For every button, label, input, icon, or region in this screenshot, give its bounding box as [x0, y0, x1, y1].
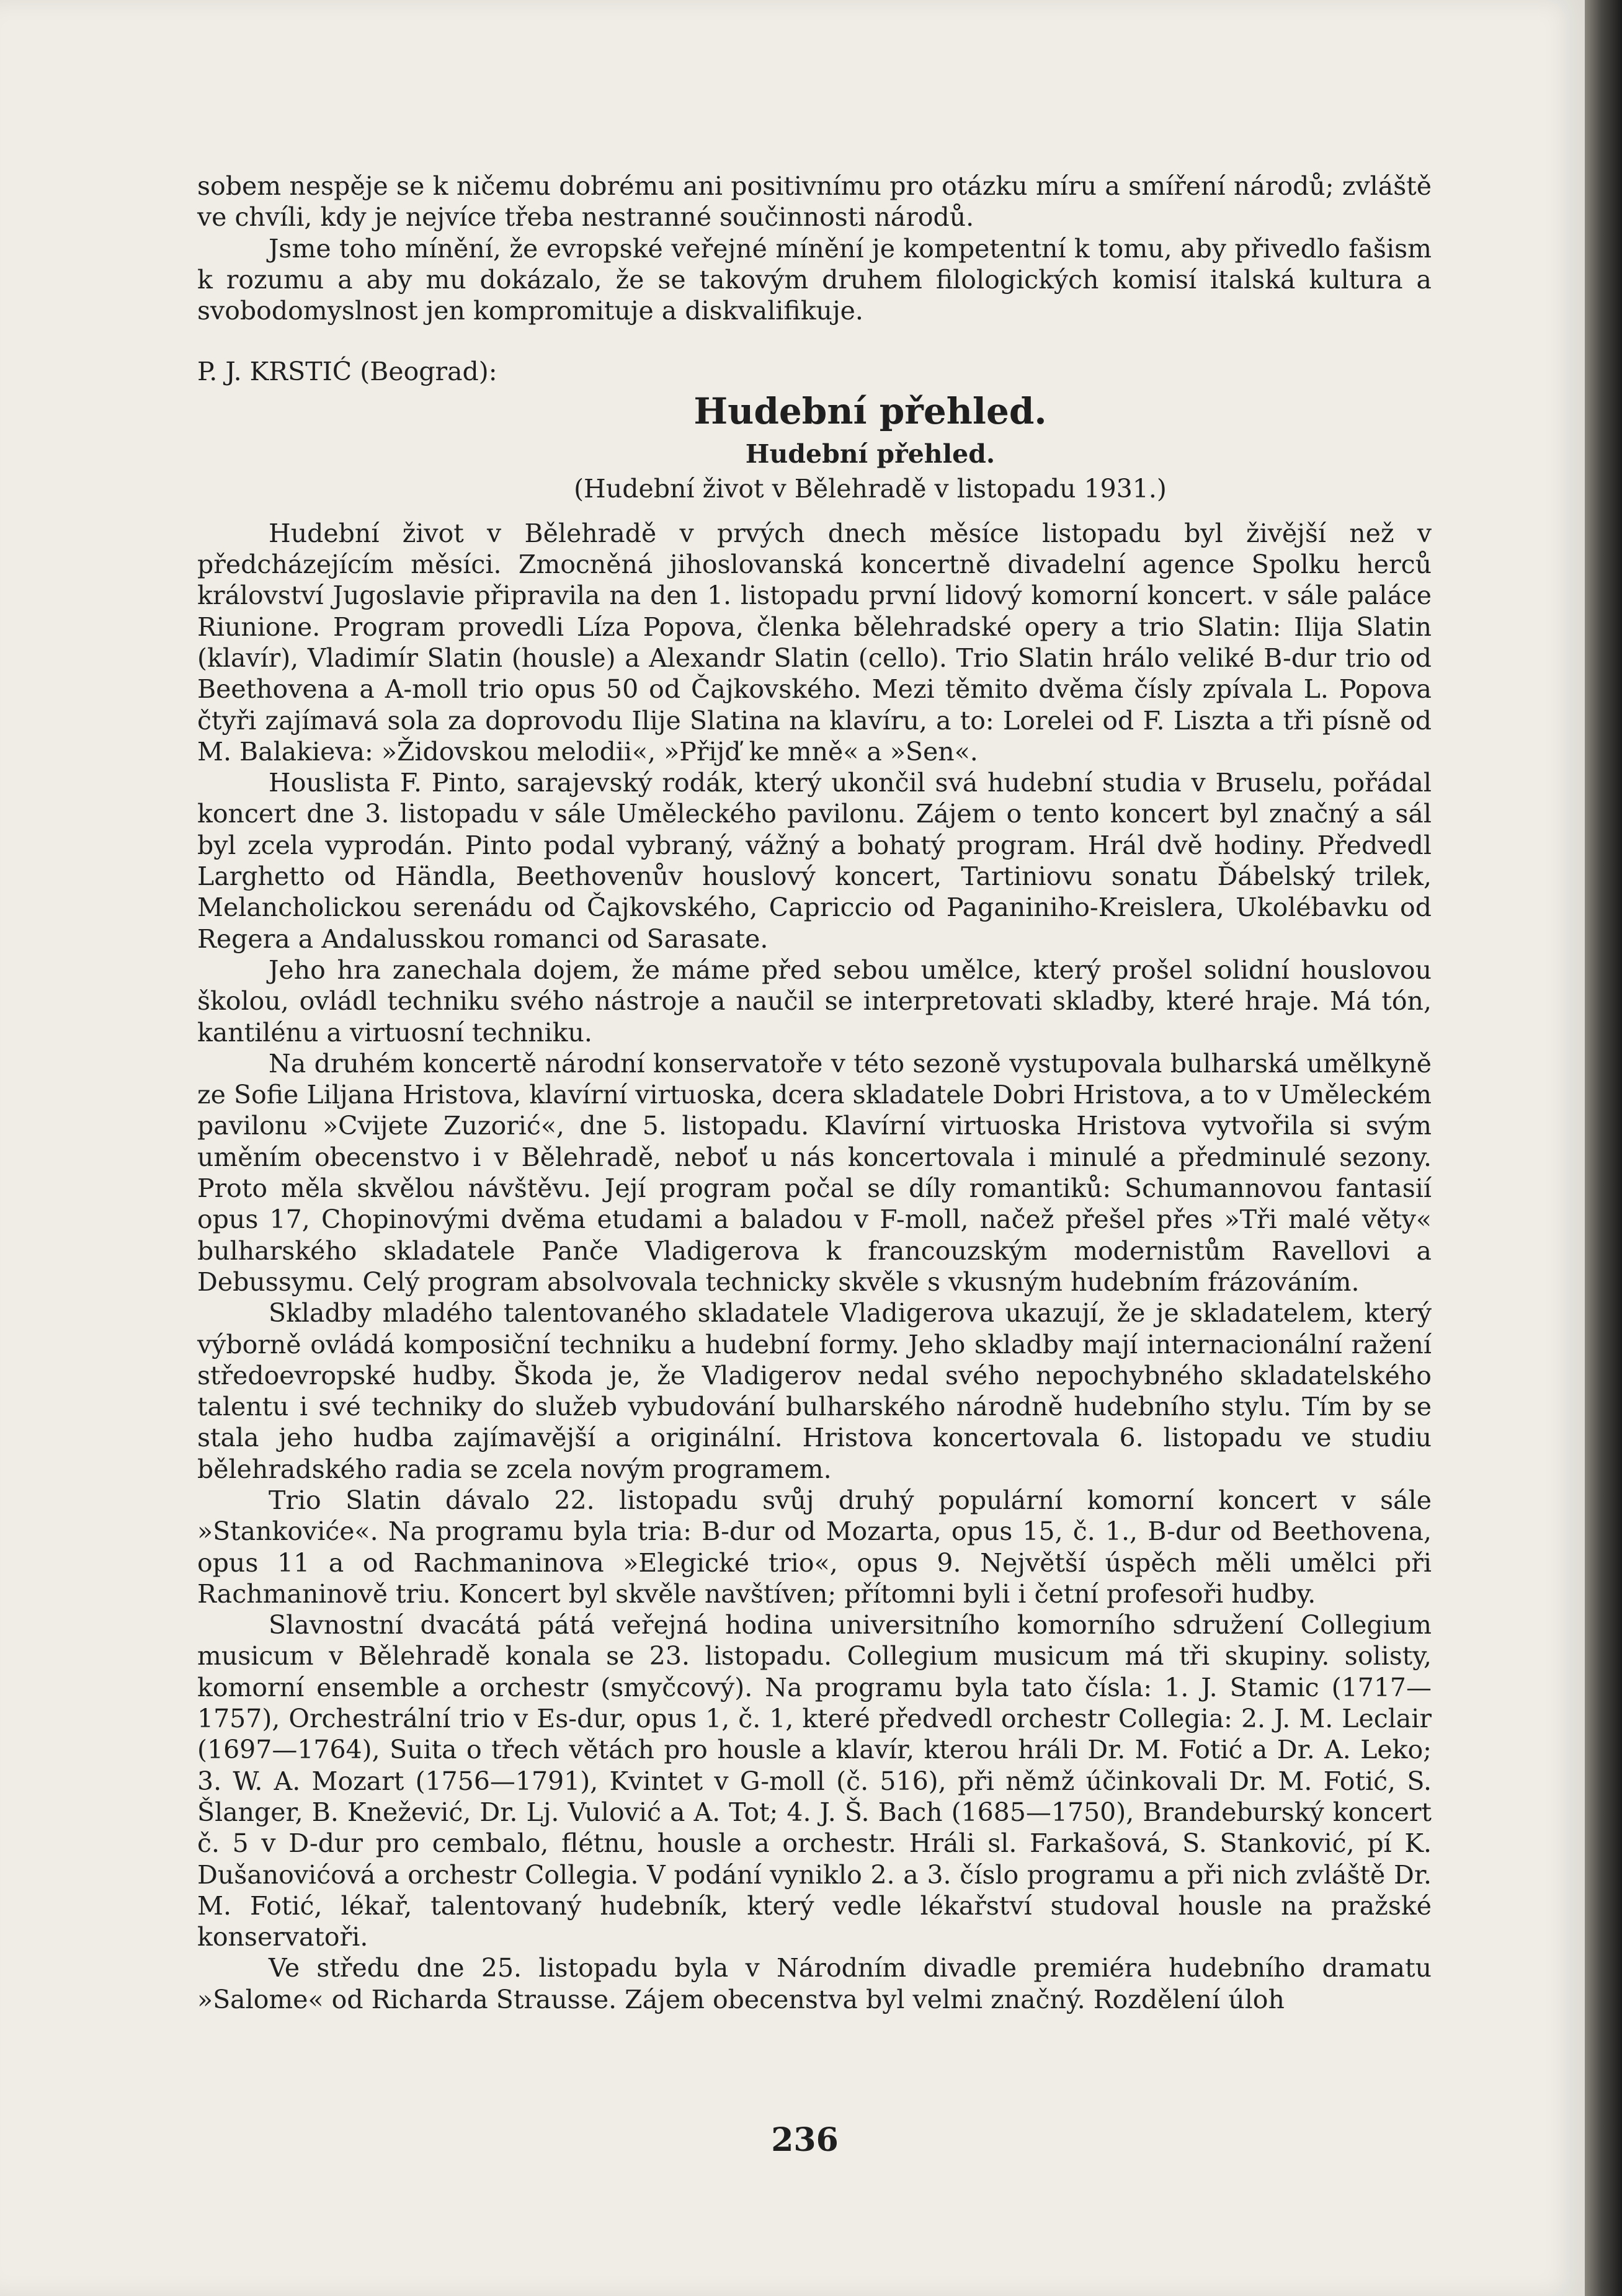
body-paragraph-2: Houslista F. Pinto, sarajevský rodák, který ukončil svá hudební studia v Bruselu, pořádal koncert dne 3. listopadu v sále Uměleckého pavilonu. Zájem o tento koncert byl značný a sál byl zcela vyprodán. Pinto podal vybraný, vážný a bohatý program. Hrál dvě hodiny. Předvedl Larghetto od Händla, Beethovenův houslový koncert, Tartiniovu sonatu Ďábelský trilek, Melancholickou serenádu od Čajkovského, Capriccio od Paganiniho-Kreislera, Ukolébavku od Regera a Andalusskou romanci od Sarasate.	[197, 768, 1432, 954]
body-paragraph-8: Ve středu dne 25. listopadu byla v Národním divadle premiéra hudebního dramatu »Salome« od Richarda Strausse. Zájem obecenstva byl velmi značný. Rozdělení úloh	[197, 1953, 1432, 2014]
author-line: P. J. KRSTIĆ (Beograd):	[197, 357, 497, 387]
intro-paragraph-2: Jsme toho mínění, že evropské veřejné mínění je kompetentní k tomu, aby přivedlo fašism k rozumu a aby mu dokázalo, že se takovým druhem filologických komisí italská kultura a svobodomyslnost jen kompromituje a diskvalifikuje.	[197, 233, 1432, 326]
body-paragraph-7: Slavnostní dvacátá pátá veřejná hodina universitního komorního sdružení Collegium musicum v Bělehradě konala se 23. listopadu. Collegium musicum má tři skupiny. solisty, komorní ensemble a orchestr (smyčcový). Na programu byla tato čísla: 1. J. Stamic (1717—1757), Orchestrální trio v Es-dur, opus 1, č. 1, které předvedl orchestr Collegia: 2. J. M. Leclair (1697—1764), Suita o třech větách pro housle a klavír, kterou hráli Dr. M. Fotić a Dr. A. Leko; 3. W. A. Mozart (1756—1791), Kvintet v G-moll (č. 516), při němž účinkovali Dr. M. Fotić, S. Šlanger, B. Knežević, Dr. Lj. Vulović a A. Tot; 4. J. Š. Bach (1685—1750), Brandeburský koncert č. 5 v D-dur pro cembalo, flétnu, housle a orchestr. Hráli sl. Farkašová, S. Stanković, pí K. Dušanovićová a orchestr Collegia. V podání vyniklo 2. a 3. číslo programu a při nich zvláště Dr. M. Fotić, lékař, talentovaný hudebník, který vedle lékařství studoval housle na pražské konservatoři.	[197, 1610, 1432, 1952]
intro-paragraph-1: sobem nespěje se k ničemu dobrému ani positivnímu pro otázku míru a smíření národů; zvláště ve chvíli, kdy je nejvíce třeba nestranné součinnosti národů.	[197, 171, 1432, 233]
body-paragraph-1: Hudební život v Bělehradě v prvých dnech měsíce listopadu byl živější než v předcházejícím měsíci. Zmocněná jihoslovanská koncertně divadelní agence Spolku herců království Jugoslavie připravila na den 1. listopadu první lidový komorní koncert. v sále paláce Riunione. Program provedli Líza Popova, členka bělehradské opery a trio Slatin: Ilija Slatin (klavír), Vladimír Slatin (housle) a Alexandr Slatin (cello). Trio Slatin hrálo veliké B-dur trio od Beethovena a A-moll trio opus 50 od Čajkovského. Mezi těmito dvěma čísly zpívala L. Popova čtyři zajímavá sola za doprovodu Ilije Slatina na klavíru, a to: Lorelei od F. Liszta a tři písně od M. Balakieva: »Židovskou melodii«, »Přijď ke mně« a »Sen«.	[197, 518, 1432, 767]
body-paragraph-4: Na druhém koncertě národní konservatoře v této sezoně vystupovala bulharská umělkyně ze Sofie Liljana Hristova, klavírní virtuoska, dcera skladatele Dobri Hristova, a to v Uměleckém pavilonu »Cvijete Zuzorić«, dne 5. listopadu. Klavírní virtuoska Hristova vytvořila si svým uměním obecenstvo i v Bělehradě, neboť u nás koncertovala i minulé a předminulé sezony. Proto měla skvělou návštěvu. Její program počal se díly romantiků: Schumannovou fantasií opus 17, Chopinovými dvěma etudami a baladou v F-moll, načež přešel přes »Tři malé věty« bulharského skladatele Panče Vladigerova k francouzským modernistům Ravellovi a Debussymu. Celý program absolvovala technicky skvěle s vkusným hudebním frázováním.	[197, 1048, 1432, 1297]
article-body	[197, 518, 1432, 2015]
body-paragraph-5: Skladby mladého talentovaného skladatele Vladigerova ukazují, že je skladatelem, který výborně ovládá komposiční techniku a hudební formy. Jeho skladby mají internacionální ražení středoevropské hudby. Škoda je, že Vladigerov nedal svého nepochybného skladatelského talentu i své techniky do služeb vybudování bulharského národně hudebního stylu. Tím by se stala jeho hudba zajímavější a originální. Hristova koncertovala 6. listopadu ve studiu bělehradského radia se zcela novým programem.	[197, 1298, 1432, 1484]
body-paragraph-6: Trio Slatin dávalo 22. listopadu svůj druhý populární komorní koncert v sále »Stankoviće«. Na programu byla tria: B-dur od Mozarta, opus 15, č. 1., B-dur od Beethovena, opus 11 a od Rachmaninova »Elegické trio«, opus 9. Největší úspěch měli umělci při Rachmaninově triu. Koncert byl skvěle navštíven; přítomni byli i četní profesoři hudby.	[197, 1485, 1432, 1609]
body-paragraph-3: Jeho hra zanechala dojem, že máme před sebou umělce, který prošel solidní houslovou školou, ovládl techniku svého nástroje a naučil se interpretovati skladby, které hraje. Má tón, kantilénu a virtuosní techniku.	[197, 954, 1432, 1048]
page-content	[197, 171, 1432, 2015]
page-number: 236	[771, 2121, 839, 2159]
article-title: Hudební přehled.	[693, 389, 1047, 432]
book-binding-edge	[1585, 0, 1622, 2296]
article-subtitle: Hudební přehled.	[745, 438, 996, 469]
article-subtitle-date: (Hudební život v Bělehradě v listopadu 1931.)	[574, 473, 1167, 504]
